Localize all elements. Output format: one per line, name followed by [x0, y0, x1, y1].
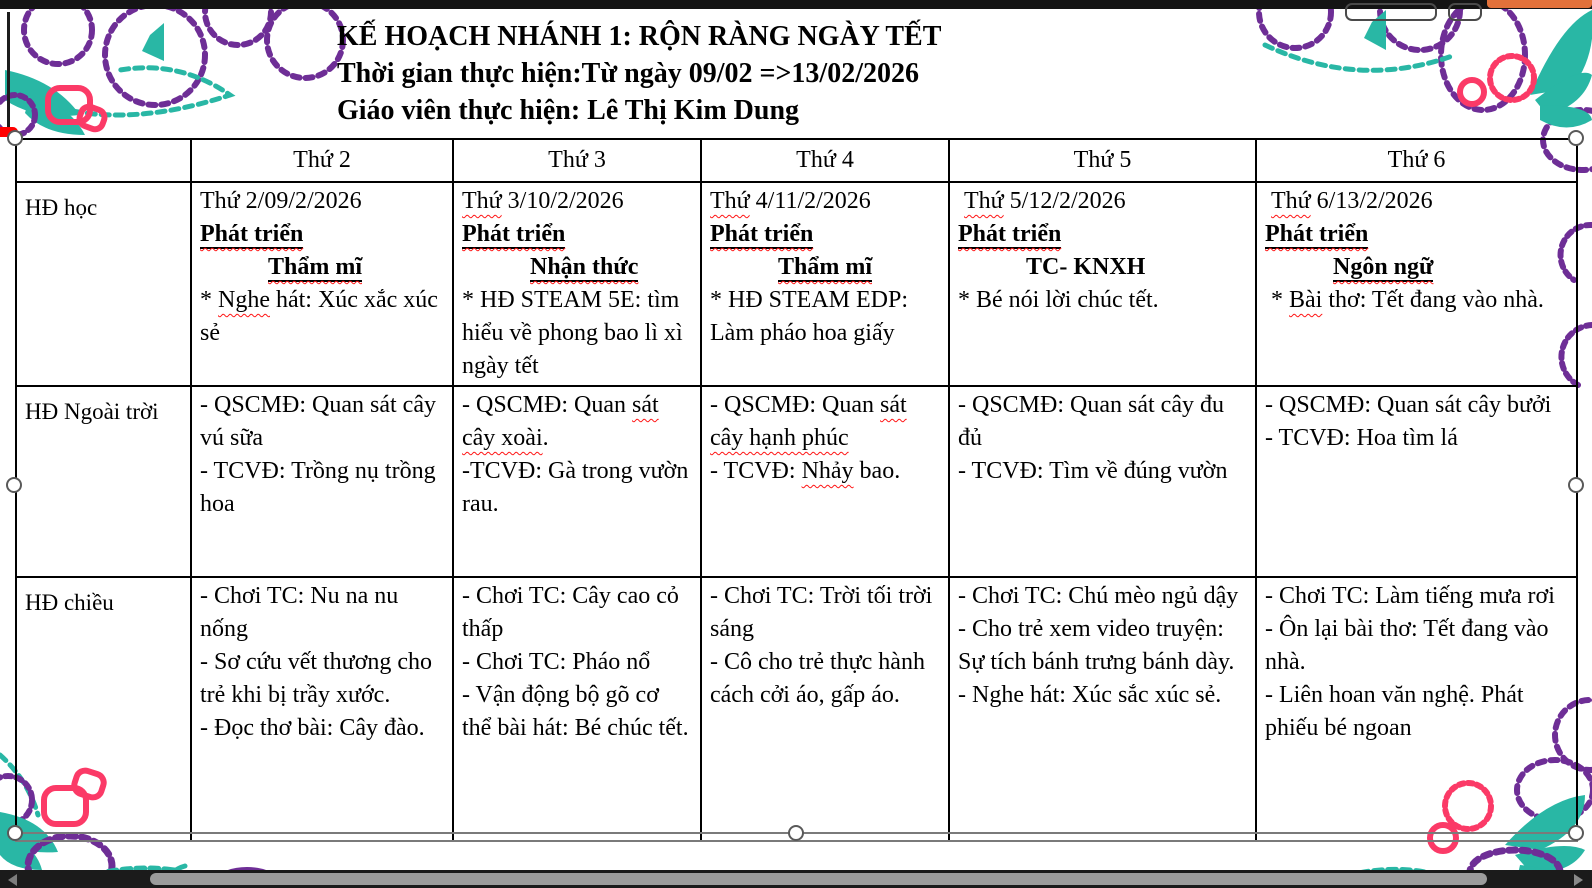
page-left-edge — [7, 12, 10, 138]
plan-teacher: Giáo viên thực hiện: Lê Thị Kim Dung — [337, 95, 800, 126]
handle-top-right[interactable] — [1568, 130, 1584, 146]
table-cell[interactable]: - QSCMĐ: Quan sát cây bưởi - TCVĐ: Hoa tìm lá — [1256, 386, 1577, 577]
table-cell[interactable]: - Chơi TC: Cây cao cỏ thấp - Chơi TC: Pháo nổ - Vận động bộ gõ cơ thể bài hát: Bé chúc tết. — [453, 577, 701, 841]
handle-bottom-right[interactable] — [1568, 825, 1584, 841]
weekly-plan-table[interactable] — [15, 138, 1578, 842]
table-cell[interactable]: - Chơi TC: Nu na nu nống - Sơ cứu vết thương cho trẻ khi bị trầy xước. - Đọc thơ bài: Cây đào. — [191, 577, 453, 841]
plan-title: KẾ HOẠCH NHÁNH 1: RỘN RÀNG NGÀY TẾT — [337, 21, 942, 52]
table-row — [16, 577, 1577, 841]
column-header-thứ-5[interactable]: Thứ 5 — [949, 139, 1256, 182]
window-top-bar — [0, 0, 1592, 9]
handle-mid-left[interactable] — [6, 477, 22, 493]
table-cell[interactable]: - Chơi TC: Chú mèo ngủ dậy - Cho trẻ xem video truyện: Sự tích bánh trưng bánh dày. - Nghe hát: Xúc sắc xúc sẻ. — [949, 577, 1256, 841]
handle-top-left[interactable] — [7, 130, 23, 146]
table-cell[interactable]: - QSCMĐ: Quan sát cây đu đủ - TCVĐ: Tìm về đúng vườn — [949, 386, 1256, 577]
row-label[interactable]: HĐ chiều — [16, 577, 191, 841]
handle-bottom-left[interactable] — [7, 825, 23, 841]
column-header-thứ-4[interactable]: Thứ 4 — [701, 139, 949, 182]
scroll-left-arrow-icon[interactable] — [8, 874, 17, 886]
table-cell[interactable]: Thứ 6/13/2/2026 Phát triển Ngôn ngữ * Bài thơ: Tết đang vào nhà. — [1256, 182, 1577, 386]
handle-bottom-center[interactable] — [788, 825, 804, 841]
row-label[interactable]: HĐ học — [16, 182, 191, 386]
top-left-flower-ornament-icon — [0, 0, 343, 135]
scroll-right-arrow-icon[interactable] — [1574, 874, 1583, 886]
handle-mid-right[interactable] — [1568, 477, 1584, 493]
horizontal-scrollbar[interactable] — [0, 870, 1592, 888]
row-label[interactable]: HĐ Ngoài trời — [16, 386, 191, 577]
table-cell[interactable]: - Chơi TC: Trời tối trời sáng - Cô cho trẻ thực hành cách cởi áo, gấp áo. — [701, 577, 949, 841]
table-cell[interactable]: - QSCMĐ: Quan sát cây hạnh phúc - TCVĐ: Nhảy bao. — [701, 386, 949, 577]
table-cell[interactable]: - Chơi TC: Làm tiếng mưa rơi - Ôn lại bài thơ: Tết đang vào nhà. - Liên hoan văn nghệ. Phát phiếu bé ngoan — [1256, 577, 1577, 841]
column-header-empty[interactable] — [16, 139, 191, 182]
scrollbar-thumb[interactable] — [150, 873, 1487, 885]
table-cell[interactable]: - QSCMĐ: Quan sát cây vú sữa - TCVĐ: Trồng nụ trồng hoa — [191, 386, 453, 577]
document-title-block — [337, 18, 941, 129]
orange-action-button-partial[interactable] — [1487, 0, 1592, 8]
table-cell[interactable]: Thứ 4/11/2/2026 Phát triển Thẩm mĩ * HĐ STEAM EDP: Làm pháo hoa giấy — [701, 182, 949, 386]
table-cell[interactable]: Thứ 5/12/2/2026 Phát triển TC- KNXH * Bé nói lời chúc tết. — [949, 182, 1256, 386]
table-row — [16, 386, 1577, 577]
column-header-thứ-3[interactable]: Thứ 3 — [453, 139, 701, 182]
table-cell[interactable]: Thứ 3/10/2/2026 Phát triển Nhận thức * HĐ STEAM 5E: tìm hiểu về phong bao lì xì ngày tết — [453, 182, 701, 386]
table-row — [16, 182, 1577, 386]
plan-duration: Thời gian thực hiện:Từ ngày 09/02 =>13/02/2026 — [337, 58, 919, 89]
table-cell[interactable]: Thứ 2/09/2/2026 Phát triển Thẩm mĩ * Nghe hát: Xúc xắc xúc sẻ — [191, 182, 453, 386]
column-header-thứ-2[interactable]: Thứ 2 — [191, 139, 453, 182]
column-header-thứ-6[interactable]: Thứ 6 — [1256, 139, 1577, 182]
toolbar-button-partial[interactable] — [1345, 3, 1437, 21]
table-cell[interactable]: - QSCMĐ: Quan sát cây xoài. -TCVĐ: Gà trong vườn rau. — [453, 386, 701, 577]
toolbar-button-small-partial[interactable] — [1448, 3, 1482, 21]
